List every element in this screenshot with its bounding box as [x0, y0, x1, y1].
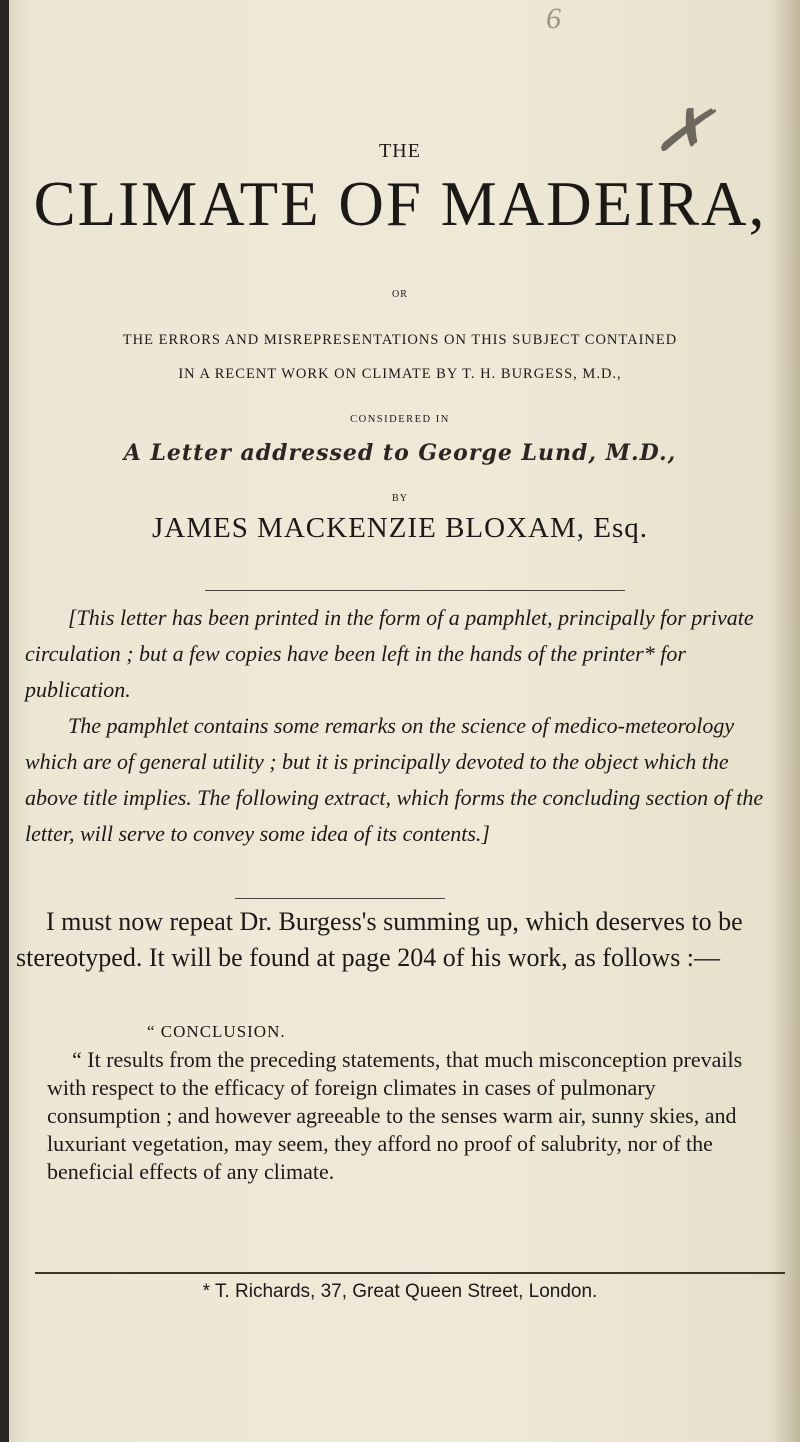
editorial-note	[25, 600, 765, 852]
footnote-rule	[35, 1272, 785, 1274]
title-the: THE	[379, 140, 421, 162]
handwritten-mark-icon: ✗	[650, 91, 716, 172]
editorial-note-para-1: [This letter has been printed in the form of a pamphlet, principally for private circulation ; but a few copies have been left in the hands of the printer* for publication.	[25, 605, 754, 702]
quote-paragraph: “ It results from the preceding statements, that much misconception prevails with respect to the efficacy of foreign climates in cases of pulmonary consumption ; and however agreeable to the senses warm air, sunny skies, and luxuriant vegetation, may seem, they afford no proof of salubrity, nor of the beneficial effects of any climate.	[47, 1047, 743, 1184]
editorial-note-para-2: The pamphlet contains some remarks on the science of medico-meteorology which are of general utility ; but it is principally devoted to the object which the above title implies. The following extract, which forms the concluding section of the letter, will serve to convey some idea of its contents.]	[25, 713, 764, 846]
main-title: CLIMATE OF MADEIRA,	[33, 169, 767, 239]
by-line: BY	[392, 493, 408, 504]
title-or: OR	[392, 289, 408, 300]
considered-in: CONSIDERED IN	[350, 414, 450, 425]
divider-rule-1	[205, 590, 625, 591]
pencil-mark: 6	[546, 2, 561, 35]
printer-footnote: * T. Richards, 37, Great Queen Street, London.	[202, 1281, 598, 1302]
quoted-conclusion	[47, 1018, 767, 1186]
author-name: JAMES MACKENZIE BLOXAM, Esq.	[151, 512, 649, 544]
body-text	[16, 904, 776, 976]
quote-heading: “ CONCLUSION.	[147, 1022, 286, 1041]
divider-rule-2	[235, 898, 445, 899]
letter-addressee-line: A Letter addressed to George Lund, M.D.,	[123, 440, 677, 466]
subtitle-line-2: IN A RECENT WORK ON CLIMATE BY T. H. BURGESS, M.D.,	[178, 366, 622, 382]
body-intro-paragraph: I must now repeat Dr. Burgess's summing up, which deserves to be stereotyped. It will be found at page 204 of his work, as follows :—	[16, 907, 743, 972]
subtitle-line-1: THE ERRORS AND MISREPRESENTATIONS ON THIS SUBJECT CONTAINED	[122, 332, 678, 348]
